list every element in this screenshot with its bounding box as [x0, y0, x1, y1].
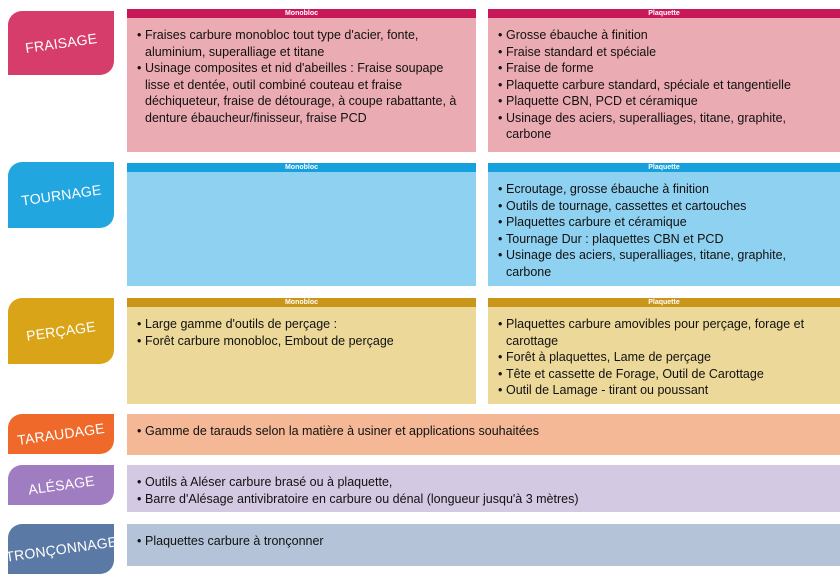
list-item: • Plaquette carbure standard, spéciale et tangentielle [498, 77, 834, 94]
tag-label: ALÉSAGE [26, 472, 96, 498]
list-item: • Usinage composites et nid d'abeilles : Fraise soupape lisse et dentée, outil combiné couteau et fraise déchiqueteur, fraise de détourage, à coupe rabattante, à denture ébaucheur/finisseur, fraise PCD [137, 60, 470, 126]
plaquette-header: Plaquette [488, 298, 840, 307]
list-item: • Ecroutage, grosse ébauche à finition [498, 181, 834, 198]
list-item: • Barre d'Alésage antivibratoire en carbure ou dénal (longueur jusqu'à 3 mètres) [137, 491, 834, 508]
fraisage-monobloc-list [127, 27, 476, 126]
taraudage-list [137, 423, 834, 440]
taraudage-panel [127, 414, 840, 455]
tronconnage-panel [127, 524, 840, 566]
list-item: • Outils de tournage, cassettes et cartouches [498, 198, 834, 215]
plaquette-header: Plaquette [488, 9, 840, 18]
alesage-panel [127, 465, 840, 512]
list-item: • Fraise standard et spéciale [498, 44, 834, 61]
list-item: • Plaquette CBN, PCD et céramique [498, 93, 834, 110]
monobloc-header: Monobloc [127, 163, 476, 172]
percage-plaquette-panel [488, 298, 840, 404]
tag-label: TOURNAGE [19, 181, 103, 209]
fraisage-plaquette-list [488, 27, 840, 143]
tag-label: PERÇAGE [25, 318, 97, 344]
monobloc-header: Monobloc [127, 9, 476, 18]
plaquette-header: Plaquette [488, 163, 840, 172]
list-item: • Forêt à plaquettes, Lame de perçage [498, 349, 834, 366]
tag-alesage [8, 465, 114, 505]
tag-tournage [8, 162, 114, 228]
tournage-plaquette-panel [488, 163, 840, 286]
list-item: • Fraises carbure monobloc tout type d'acier, fonte, aluminium, superalliage et titane [137, 27, 470, 60]
tag-taraudage [8, 414, 114, 454]
percage-monobloc-panel [127, 298, 476, 404]
list-item: • Plaquettes carbure à tronçonner [137, 533, 834, 550]
list-item: • Fraise de forme [498, 60, 834, 77]
tournage-monobloc-panel [127, 163, 476, 286]
list-item: • Usinage des aciers, superalliages, titane, graphite, carbone [498, 110, 834, 143]
tronconnage-list [137, 533, 834, 550]
tag-label: TRONÇONNAGE [4, 533, 118, 565]
tag-tronconnage [4, 524, 118, 574]
list-item: • Outil de Lamage - tirant ou poussant [498, 382, 834, 399]
percage-monobloc-list [127, 316, 476, 349]
tag-percage [8, 298, 114, 364]
fraisage-plaquette-panel [488, 9, 840, 152]
tag-fraisage [8, 11, 114, 75]
list-item: • Plaquettes carbure et céramique [498, 214, 834, 231]
list-item: • Outils à Aléser carbure brasé ou à plaquette, [137, 474, 834, 491]
list-item: • Plaquettes carbure amovibles pour perçage, forage et carottage [498, 316, 834, 349]
fraisage-monobloc-panel [127, 9, 476, 152]
tag-label: FRAISAGE [24, 30, 98, 56]
tournage-plaquette-list [488, 181, 840, 280]
monobloc-header: Monobloc [127, 298, 476, 307]
list-item: • Gamme de tarauds selon la matière à usiner et applications souhaitées [137, 423, 834, 440]
percage-plaquette-list [488, 316, 840, 399]
list-item: • Tête et cassette de Forage, Outil de Carottage [498, 366, 834, 383]
list-item: • Forêt carbure monobloc, Embout de perçage [137, 333, 470, 350]
alesage-list [137, 474, 834, 507]
list-item: • Grosse ébauche à finition [498, 27, 834, 44]
list-item: • Tournage Dur : plaquettes CBN et PCD [498, 231, 834, 248]
list-item: • Usinage des aciers, superalliages, titane, graphite, carbone [498, 247, 834, 280]
tag-label: TARAUDAGE [16, 419, 106, 449]
list-item: • Large gamme d'outils de perçage : [137, 316, 470, 333]
